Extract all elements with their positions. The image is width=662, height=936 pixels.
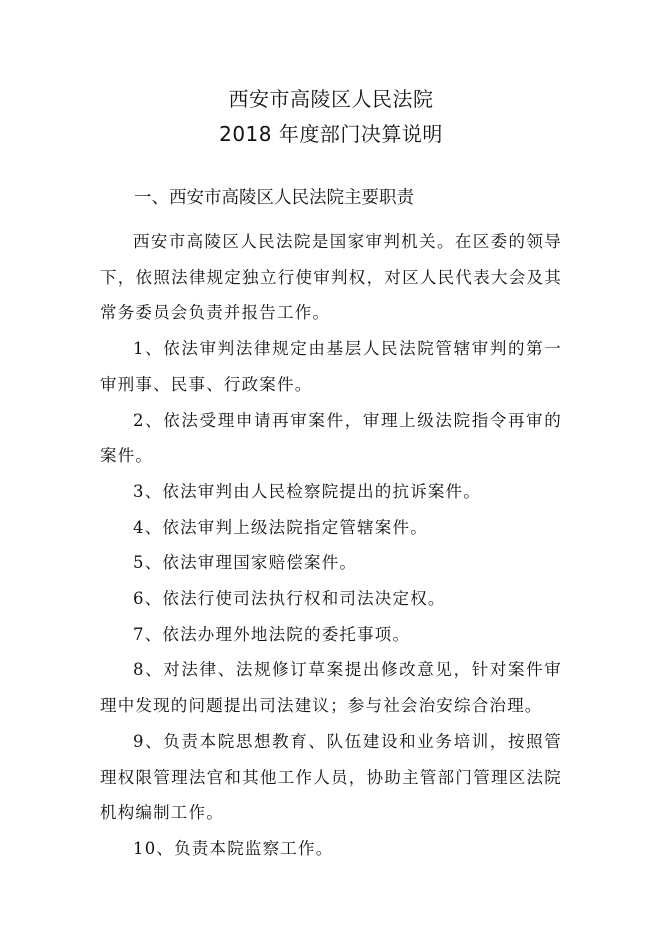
paragraph-intro: 西安市高陵区人民法院是国家审判机关。在区委的领导下，依照法律规定独立行使审判权，对区人民代表大会及其常务委员会负责并报告工作。 (100, 232, 562, 323)
duty-item-6: 6、依法行使司法执行权和司法决定权。 (133, 589, 446, 609)
document-title: 西安市高陵区人民法院 (228, 87, 434, 111)
duty-item-5: 5、依法审理国家赔偿案件。 (133, 553, 358, 573)
duty-item-9: 9、负责本院思想教育、队伍建设和业务培训，按照管理权限管理法官和其他工作人员，协助主管部门管理区法院机构编制工作。 (100, 731, 562, 823)
duty-item-3: 3、依法审判由人民检察院提出的抗诉案件。 (133, 481, 481, 501)
duty-item-1: 1、依法审判法律规定由基层人民法院管辖审判的第一审刑事、民事、行政案件。 (100, 339, 562, 394)
duty-item-7: 7、依法办理外地法院的委托事项。 (133, 624, 411, 644)
section-heading-duties: 一、西安市高陵区人民法院主要职责 (134, 188, 414, 208)
duty-item-2: 2、依法受理申请再审案件，审理上级法院指令再审的案件。 (100, 410, 562, 466)
duty-item-10: 10、负责本院监察工作。 (133, 838, 334, 858)
duty-item-4: 4、依法审判上级法院指定管辖案件。 (133, 517, 428, 537)
document-subtitle: 2018 年度部门决算说明 (219, 122, 443, 146)
duty-item-8: 8、对法律、法规修订草案提出修改意见，针对案件审理中发现的问题提出司法建议；参与社会治安综合治理。 (100, 660, 562, 716)
document-body (100, 224, 562, 867)
